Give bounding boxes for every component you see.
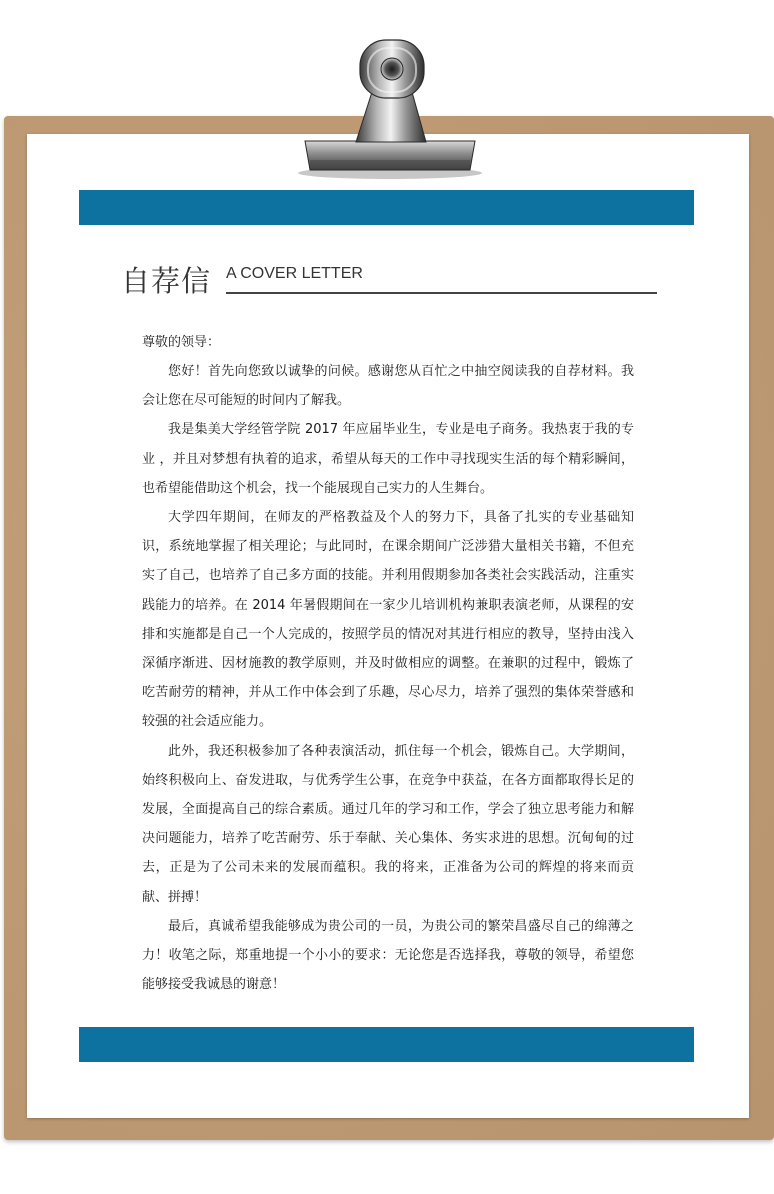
binder-clip-icon [0, 0, 774, 200]
letter-salutation: 尊敬的领导： [142, 335, 221, 350]
letter-body [142, 329, 634, 999]
title-underline [226, 292, 657, 294]
letter-paragraph: 我是集美大学经管学院 2017 年应届毕业生，专业是电子商务。我热衷于我的专业 ，并且对梦想有执着的追求，希望从每天的工作中寻找现实生活的每个精彩瞬间，也希望能借助这个机会，找一个能展现自己实力的人生舞台。 [142, 422, 634, 496]
letter-paragraph: 您好！首先向您致以诚挚的问候。感谢您从百忙之中抽空阅读我的自荐材料。我会让您在尽可能短的时间内了解我。 [142, 364, 634, 409]
footer-accent-band [79, 1027, 694, 1062]
letter-paragraph: 大学四年期间，在师友的严格教益及个人的努力下，具备了扎实的专业基础知识，系统地掌握了相关理论；与此同时，在课余期间广泛涉猎大量相关书籍，不但充实了自己，也培养了自己多方面的技能。并利用假期参加各类社会实践活动，注重实践能力的培养。在 2014 年暑假期间在一家少儿培训机构兼职表演老师，从课程的安排和实施都是自己一个人完成的，按照学员的情况对其进行相应的教导，坚持由浅入深循序渐进、因材施教的教学原则，并及时做相应的调整。在兼职的过程中，锻炼了吃苦耐劳的精神，并从工作中体会到了乐趣，尽心尽力，培养了强烈的集体荣誉感和较强的社会适应能力。 [142, 510, 634, 730]
letter-paragraph: 最后，真诚希望我能够成为贵公司的一员，为贵公司的繁荣昌盛尽自己的绵薄之力！收笔之际，郑重地提一个小小的要求：无论您是否选择我，尊敬的领导，希望您能够接受我诚恳的谢意！ [142, 918, 634, 993]
letter-paragraph: 此外，我还积极参加了各种表演活动，抓住每一个机会，锻炼自己。大学期间，始终积极向上、奋发进取，与优秀学生公事，在竞争中获益，在各方面都取得长足的发展，全面提高自己的综合素质。通过几年的学习和工作，学会了独立思考能力和解决问题能力，培养了吃苦耐劳、乐于奉献、关心集体、务实求进的思想。沉甸甸的过去，正是为了公司未来的发展而蕴积。我的将来，正准备为公司的辉煌的将来而贡献、拼搏！ [142, 743, 634, 905]
title-english: A COVER LETTER [226, 265, 363, 282]
title-chinese: 自荐信 [121, 264, 212, 298]
